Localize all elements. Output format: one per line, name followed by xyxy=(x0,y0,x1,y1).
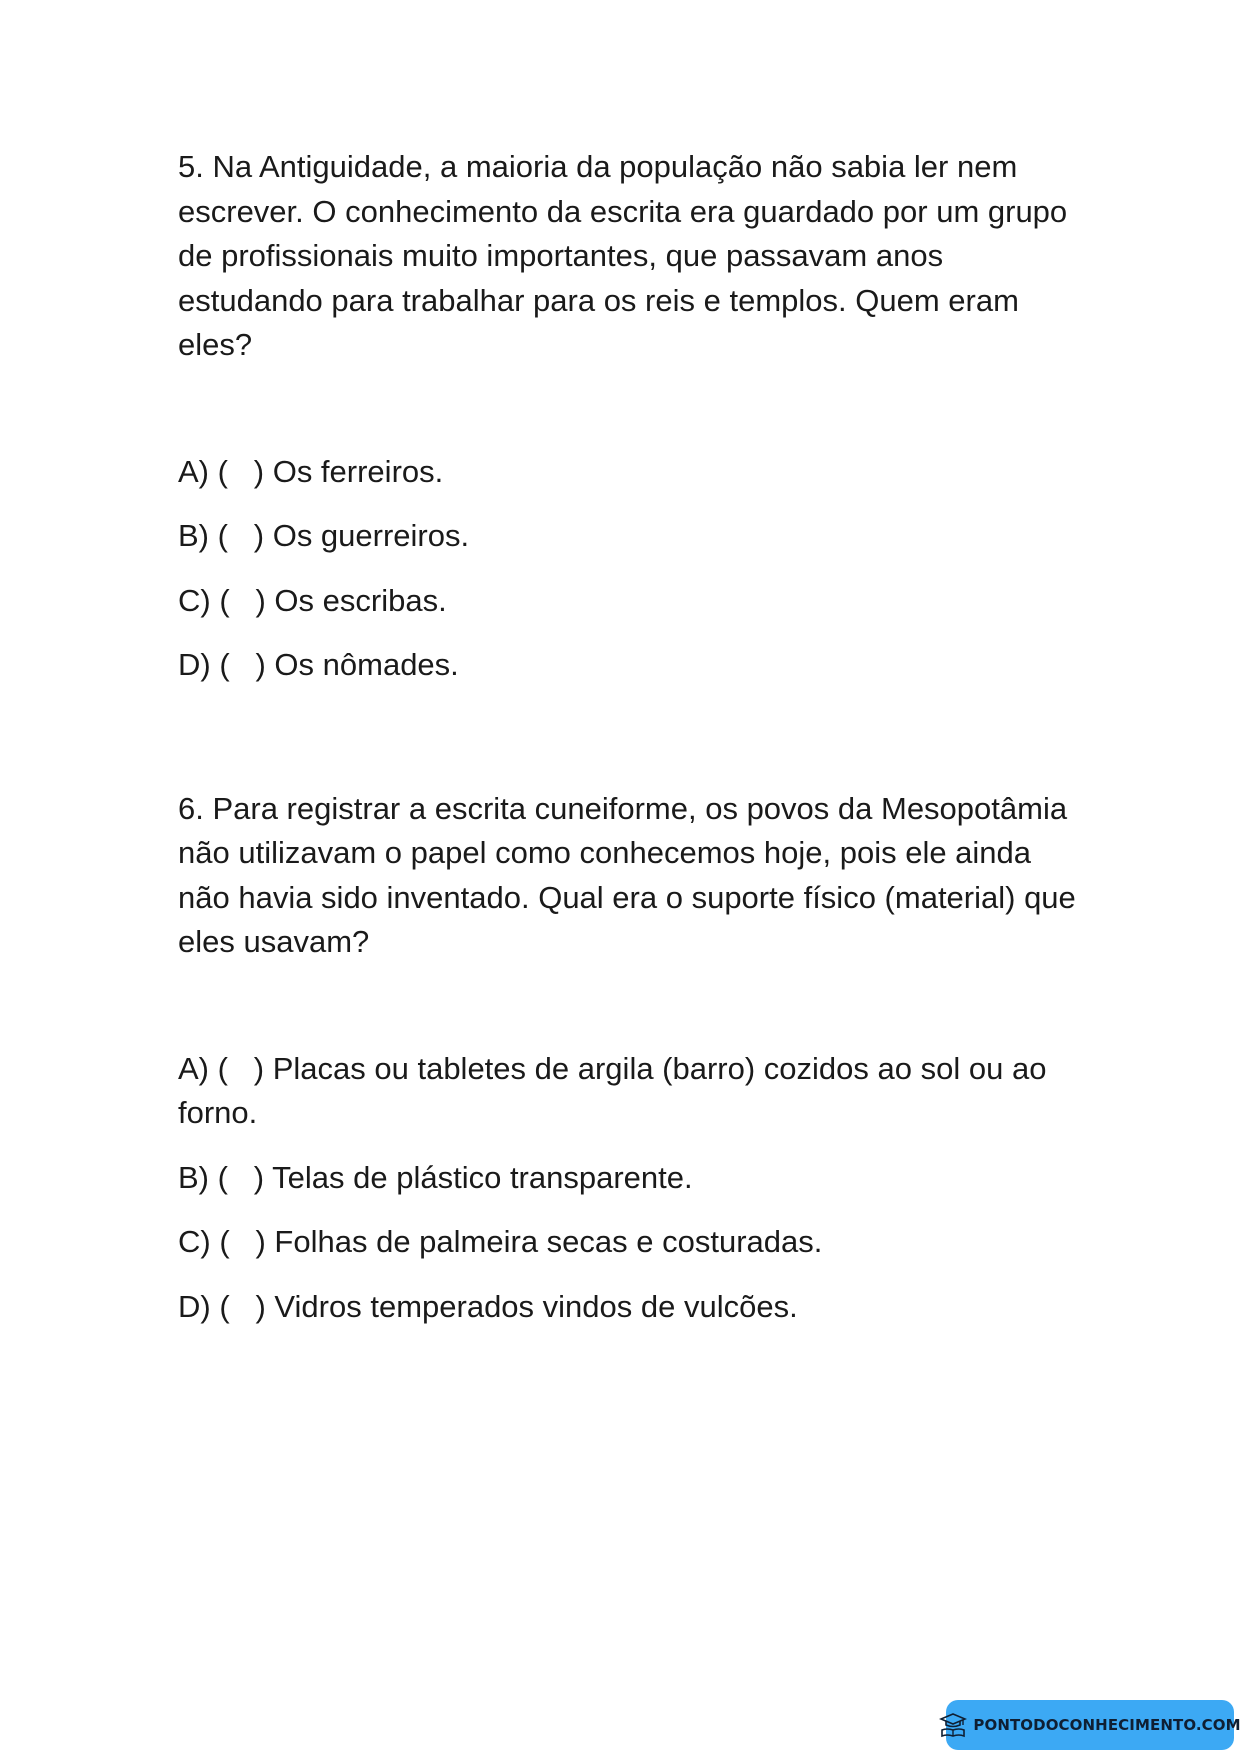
graduation-cap-book-icon xyxy=(939,1711,967,1739)
question-6-text: 6. Para registrar a escrita cuneiforme, os povos da Mesopotâmia não utilizavam o papel como conhecemos hoje, pois ele ainda não havia sido inventado. Qual era o suporte físico (material) que eles usavam? xyxy=(178,790,1076,959)
question-6-option-a[interactable]: A) ( ) Placas ou tabletes de argila (barro) cozidos ao sol ou ao forno. xyxy=(178,1050,1056,1130)
question-6-option-d[interactable]: D) ( ) Vidros temperados vindos de vulcões. xyxy=(178,1288,798,1324)
site-badge[interactable] xyxy=(946,1700,1241,1750)
site-badge-label: PONTODOCONHECIMENTO.COM xyxy=(973,1716,1241,1734)
worksheet-content xyxy=(178,145,1078,1349)
question-5-option-a[interactable]: A) ( ) Os ferreiros. xyxy=(178,453,444,489)
question-6-option-b[interactable]: B) ( ) Telas de plástico transparente. xyxy=(178,1159,693,1195)
question-5-text: 5. Na Antiguidade, a maioria da população não sabia ler nem escrever. O conhecimento da escrita era guardado por um grupo de profissionais muito importantes, que passavam anos estudando para trabalhar para os reis e templos. Quem eram eles? xyxy=(178,149,1068,362)
question-5-option-c[interactable]: C) ( ) Os escribas. xyxy=(178,582,447,618)
question-6-options xyxy=(178,1047,1078,1330)
question-6-option-c[interactable]: C) ( ) Folhas de palmeira secas e costuradas. xyxy=(178,1224,823,1259)
question-5-option-d[interactable]: D) ( ) Os nômades. xyxy=(178,647,459,682)
question-5-options xyxy=(178,450,1078,688)
question-5-option-b[interactable]: B) ( ) Os guerreiros. xyxy=(178,518,470,553)
